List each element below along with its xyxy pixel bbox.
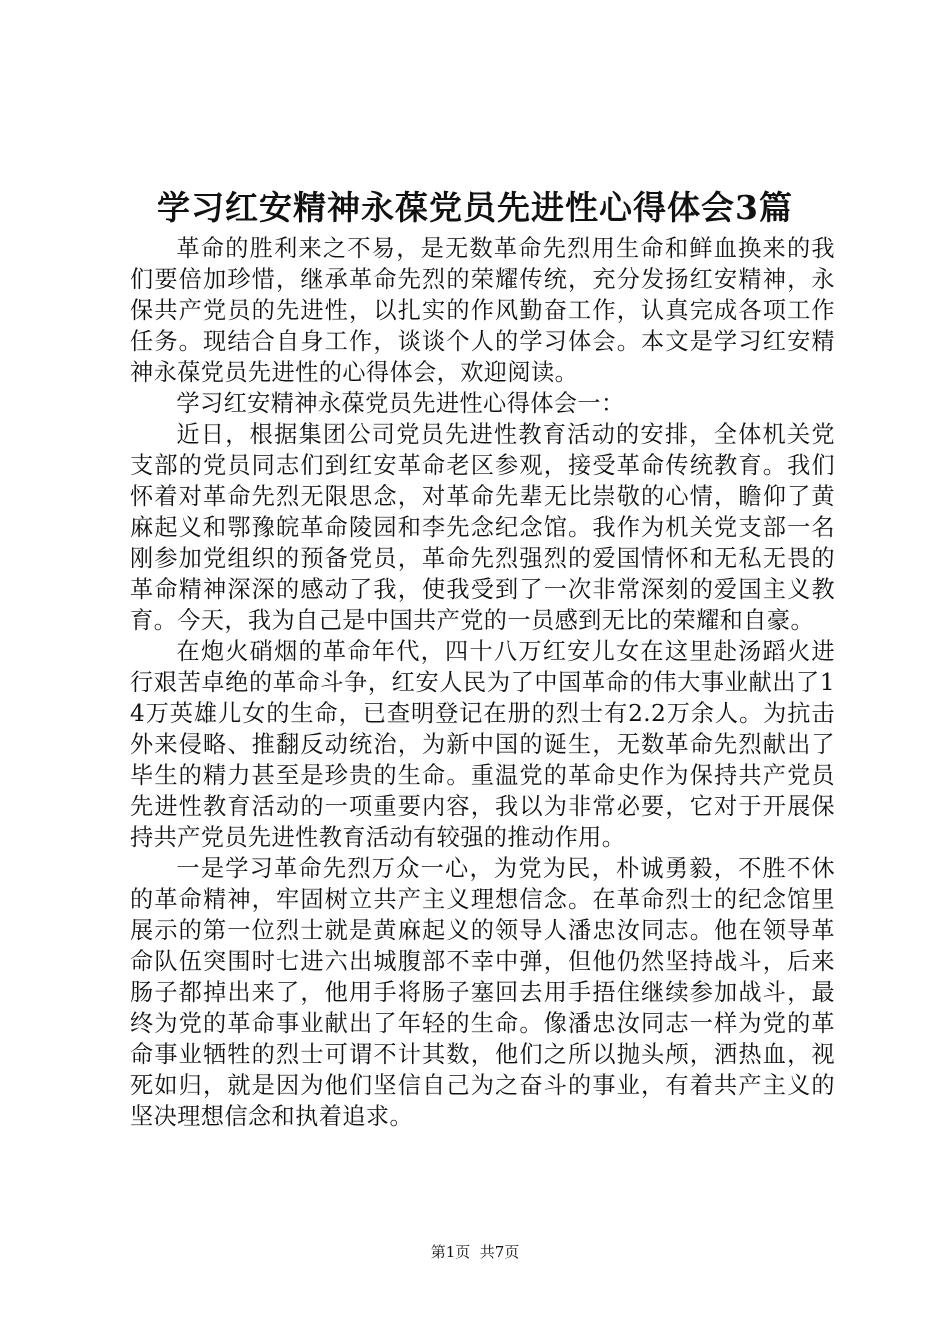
paragraph-intro: 革命的胜利来之不易，是无数革命先烈用生命和鲜血换来的我们要倍加珍惜，继承革命先烈的荣耀传统，充分发扬红安精神，永保共产党员的先进性，以扎实的作风勤奋工作，认真完成各项工作任务。现结合自身工作，谈谈个人的学习体会。本文是学习红安精神永葆党员先进性的心得体会，欢迎阅读。 [130,235,835,386]
page-footer: 第1页 共7页 [430,1243,520,1261]
document-body [130,233,835,1132]
paragraph-point-one: 一是学习革命先烈万众一心，为党为民，朴诚勇毅，不胜不休的革命精神，牢固树立共产主义理想信念。在革命烈士的纪念馆里展示的第一位烈士就是黄麻起义的领导人潘忠汝同志。他在领导革命队伍突围时七进六出城腹部不幸中弹，但他仍然坚持战斗，后来肠子都掉出来了，他用手将肠子塞回去用手捂住继续参加战斗，最终为党的革命事业献出了年轻的生命。像潘忠汝同志一样为党的革命事业牺牲的烈士可谓不计其数，他们之所以抛头颅，洒热血，视死如归，就是因为他们坚信自己为之奋斗的事业，有着共产主义的坚决理想信念和执着追求。 [130,855,835,1130]
paragraph-visit: 近日，根据集团公司党员先进性教育活动的安排，全体机关党支部的党员同志们到红安革命老区参观，接受革命传统教育。我们怀着对革命先烈无限思念，对革命先辈无比崇敬的心情，瞻仰了黄麻起义和鄂豫皖革命陵园和李先念纪念馆。我作为机关党支部一名刚参加党组织的预备党员，革命先烈强烈的爱国情怀和无私无畏的革命精神深深的感动了我，使我受到了一次非常深刻的爱国主义教育。今天，我为自己是中国共产党的一员感到无比的荣耀和自豪。 [130,421,835,634]
paragraph-subheading: 学习红安精神永葆党员先进性心得体会一： [176,390,625,417]
document-title: 学习红安精神永葆党员先进性心得体会3篇 [157,188,793,227]
paragraph-history: 在炮火硝烟的革命年代，四十八万红安儿女在这里赴汤蹈火进行艰苦卓绝的革命斗争，红安人民为了中国革命的伟大事业献出了14万英雄儿女的生命，已查明登记在册的烈士有2.2万余人。为抗击外来侵略、推翻反动统治，为新中国的诞生，无数革命先烈献出了毕生的精力甚至是珍贵的生命。重温党的革命史作为保持共产党员先进性教育活动的一项重要内容，我以为非常必要，它对于开展保持共产党员先进性教育活动有较强的推动作用。 [130,638,835,851]
